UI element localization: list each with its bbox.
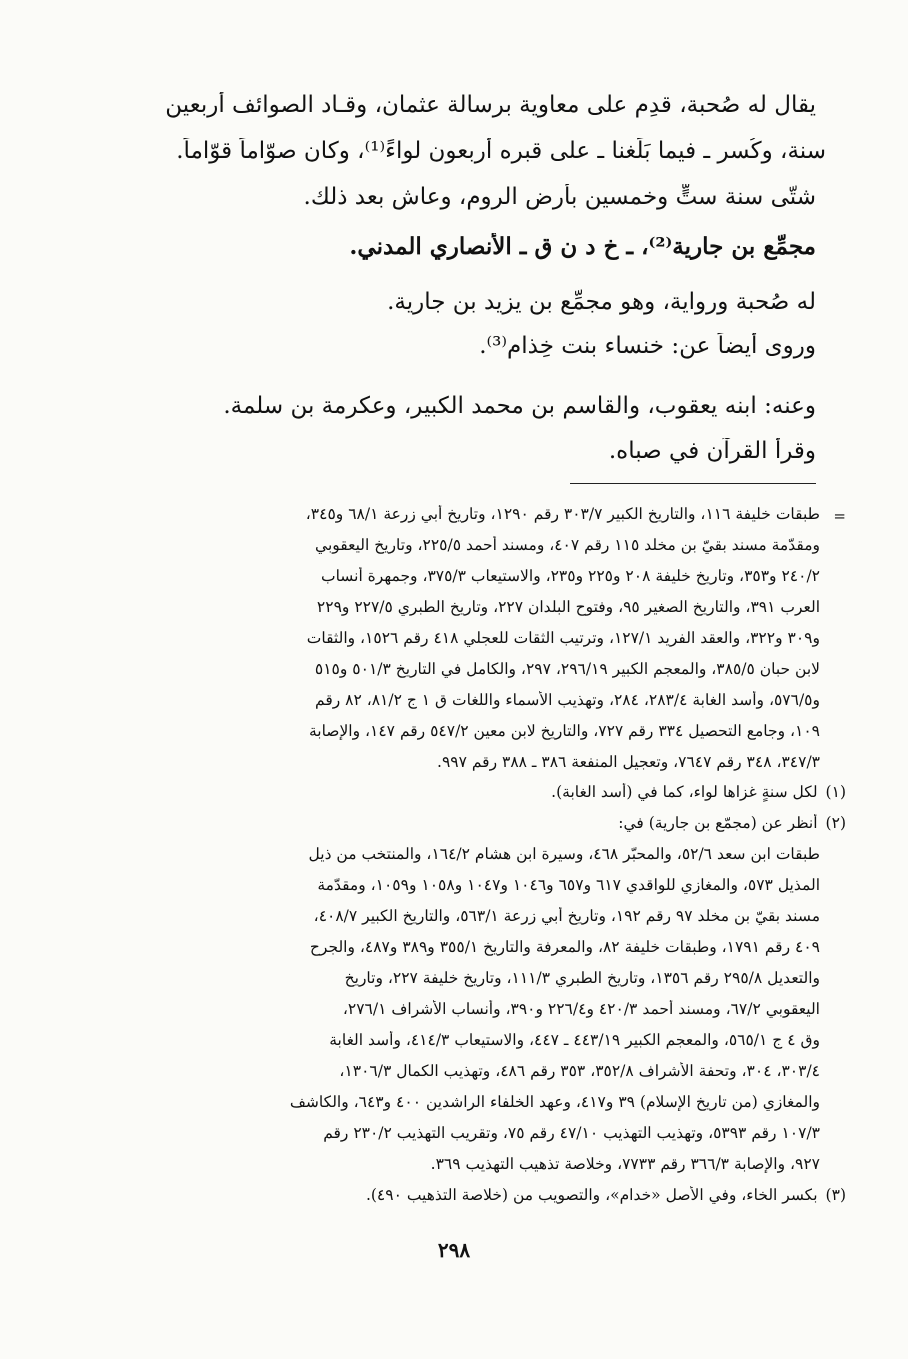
footnote-line: مسند بقيّ بن مخلد ٩٧ رقم ١٩٢، وتاريخ أبي زرعة ٥٦٣/١، والتاريخ الكبير ٤٠٨/٧، [313,907,820,925]
footnote-line: ٣٤٧/٣، ٣٤٨ رقم ٧٦٤٧، وتعجيل المنفعة ٣٨٦ ـ ٣٨٨ رقم ٩٩٧. [437,753,820,771]
footnote-number: (١) [825,783,846,801]
footnote-line: لكل سنةٍ غزاها لواء، كما في (أسد الغابة). [551,783,818,801]
footnote-line: ٩٢٧، والإصابة ٣٦٦/٣ رقم ٧٧٣٣، وخلاصة تذهيب التهذيب ٣٦٩. [430,1155,820,1173]
footnote-line: اليعقوبي ٦٧/٢، ومسند أحمد ٤٢٠/٣ و٢٢٦/٤ و٣٩٠، وأنساب الأشراف ٢٧٦/١، [342,1000,820,1018]
footnote-3 [366,1186,846,1205]
footnote-number: (٣) [825,1186,846,1204]
main-line: شتّى سنة ستٍّ وخمسين بأرض الروم، وعاش بعد ذلك. [303,184,816,210]
footnote-line: ومقدّمة مسند بقيّ بن مخلد ١١٥ رقم ٤٠٧، ومسند أحمد ٢٢٥/٥، وتاريخ اليعقوبي [315,536,820,554]
footnote-line: ١٠٩، وجامع التحصيل ٣٣٤ رقم ٧٢٧، والتاريخ لابن معين ٥٤٧/٢ رقم ١٤٧، والإصابة [308,722,820,740]
main-line: وقرأ القرآن في صباه. [608,438,816,464]
footnote-line: ٤٠٩ رقم ١٧٩١، وطبقات خليفة ٨٢، والمعرفة والتاريخ ٣٥٥/١ و٣٨٩ و٤٨٧، والجرح [309,938,820,956]
footnote-line: طبقات ابن سعد ٥٢/٦، والمحبّر ٤٦٨، وسيرة ابن هشام ١٦٤/٢، والمنتخب من ذيل [308,845,820,863]
main-line: يقال له صُحبة، قدِم على معاوية برسالة عثمان، وقـاد الصوائف أربعين [165,92,816,118]
footnote-separator [570,483,816,484]
entry-heading: مجمِّع بن جارية⁽²⁾، ـ خ د ن ق ـ الأنصاري المدني. [349,233,816,260]
footnote-line: والمغازي (من تاريخ الإسلام) ٣٩ و٤١٧، وعهد الخلفاء الراشدين ٤٠٠ و٦٤٣، والكاشف [289,1093,820,1111]
main-line: وروى أيضاً عن: خنساء بنت خِذام⁽³⁾. [479,333,816,359]
footnote-line: المذيل ٥٧٣، والمغازي للواقدي ٦١٧ و٦٥٧ و١٠٤٦ و١٠٤٧ و١٠٥٨ و١٠٥٩، ومقدّمة [317,876,820,894]
footnote-1 [551,783,846,802]
footnote-line: بكسر الخاء، وفي الأصل «خدام»، والتصويب من (خلاصة التذهيب ٤٩٠). [365,1186,818,1204]
main-line: له صُحبة ورواية، وهو مجمِّع بن يزيد بن جارية. [387,289,816,315]
footnote-line: أنظر عن (مجمّع بن جارية) في: [618,814,818,832]
footnote-line: ٣٠٣/٤، ٣٠٤، وتحفة الأشراف ٣٥٢/٨، ٣٥٣ رقم ٤٨٦، وتهذيب الكمال ١٣٠٦/٣، [339,1062,820,1080]
footnote-line: و٣٠٩ و٣٢٢، والعقد الفريد ١٢٧/١، وترتيب الثقات للعجلي ٤١٨ رقم ١٥٢٦، والثقات [306,629,820,647]
main-line: وعنه: ابنه يعقوب، والقاسم بن محمد الكبير، وعكرمة بن سلمة. [223,393,816,419]
footnote-line: والتعديل ٢٩٥/٨ رقم ١٣٥٦، وتاريخ الطبري ١١١/٣، وتاريخ خليفة ٢٢٧، وتاريخ [344,969,820,987]
footnote-line: ٢٤٠/٢ و٣٥٣، وتاريخ خليفة ٢٠٨ و٢٢٥ و٢٣٥، والاستيعاب ٣٧٥/٣، وجمهرة أنساب [320,567,820,585]
footnote-line: ١٠٧/٣ رقم ٥٣٩٣، وتهذيب التهذيب ٤٧/١٠ رقم ٧٥، وتقريب التهذيب ٢٣٠/٢ رقم [323,1124,820,1142]
footnote-line: العرب ٣٩١، والتاريخ الصغير ٩٥، وفتوح البلدان ٢٢٧، وتاريخ الطبري ٢٢٧/٥ و٢٢٩ [316,598,820,616]
main-line: سنة، وكُسر ـ فيما بَلَغنا ـ على قبره أربعون لواءً⁽¹⁾، وكان صوّاماً قوّاماً. [176,138,826,164]
footnote-number: (٢) [825,814,846,832]
footnote-line: طبقات خليفة ١١٦، والتاريخ الكبير ٣٠٣/٧ رقم ١٢٩٠، وتاريخ أبي زرعة ٦٨/١ و٣٤٥، [305,505,820,523]
footnote-2 [618,814,846,833]
page-number: ٢٩٨ [437,1238,471,1262]
footnote-line: لابن حبان ٣٨٥/٥، والمعجم الكبير ٢٩٦/١٩، ٢٩٧، والكامل في التاريخ ٥٠١/٣ و٥١٥ [314,660,820,678]
footnote-line: وق ٤ ج ٥٦٥/١، والمعجم الكبير ٤٤٣/١٩ ـ ٤٤٧، والاستيعاب ٤١٤/٣، وأسد الغابة [329,1031,820,1049]
continuation-marker: = [833,507,846,525]
footnote-line: و٥٧٦/٥، وأسد الغابة ٢٨٣/٤، ٢٨٤، وتهذيب الأسماء واللغات ق ١ ج ٨١/٢، ٨٢ رقم [315,691,820,709]
